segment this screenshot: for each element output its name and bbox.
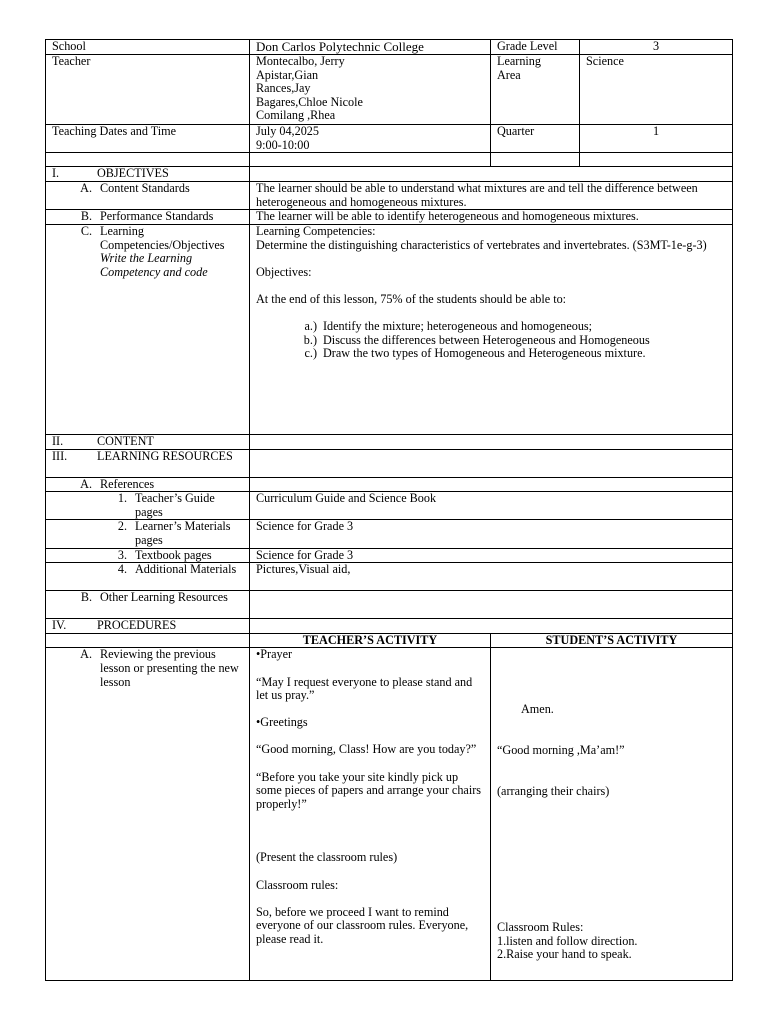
- list-item: b.) Discuss the differences between Heterogeneous and Homogeneous: [303, 332, 650, 347]
- procedures-row: [46, 619, 733, 634]
- list-item: c.) Draw the two types of Homogeneous and Heterogeneous mixture.: [304, 346, 646, 361]
- content-standards-label: A. Content Standards: [46, 182, 250, 210]
- step-a-label: A. Reviewing the previous lesson or presenting the new lesson: [46, 648, 250, 981]
- dates-row: [46, 125, 733, 153]
- performance-standards-row: [46, 210, 733, 225]
- competencies-row: [46, 224, 733, 434]
- arranging-chairs-text: (arranging their chairs): [497, 783, 610, 798]
- resources-heading: III. LEARNING RESOURCES: [46, 449, 250, 477]
- resource-label: Textbook pages: [135, 548, 212, 562]
- resource-row: 1. Teacher’s Guide pages Curriculum Guide and Science Book: [46, 492, 733, 520]
- teacher-names: Montecalbo, Jerry Apistar,Gian Rances,Jay Bagares,Chloe Nicole Comilang ,Rhea: [250, 55, 491, 125]
- school-label: School: [46, 40, 250, 55]
- prayer-text: •Prayer: [256, 647, 293, 662]
- teacher-label: Teacher: [46, 55, 250, 125]
- lesson-plan-table: [45, 39, 733, 981]
- prayer-request-text: “May I request everyone to please stand and let us pray.”: [256, 674, 473, 703]
- rule-2-text: 2.Raise your hand to speak.: [497, 947, 632, 962]
- grade-level-label: Grade Level: [491, 40, 580, 55]
- resource-row: 3. Textbook pages Science for Grade 3: [46, 548, 733, 563]
- student-activity-header: STUDENT’S ACTIVITY: [491, 633, 733, 648]
- rules-heading-text: Classroom rules:: [256, 877, 339, 892]
- teacher-row: [46, 55, 733, 125]
- teaching-dates-value: July 04,2025 9:00-10:00: [250, 125, 491, 153]
- resource-value: Curriculum Guide and Science Book: [250, 492, 733, 520]
- procedure-step-a-row: [46, 648, 733, 981]
- competencies-text: Determine the distinguishing characteristics of vertebrates and invertebrates. (S3MT-1e-g-3): [256, 237, 707, 252]
- student-rules-heading: Classroom Rules:: [497, 920, 584, 935]
- resource-value: Pictures,Visual aid,: [250, 563, 733, 591]
- content-row: [46, 434, 733, 449]
- present-rules-text: (Present the classroom rules): [256, 850, 398, 865]
- content-standards-value: The learner should be able to understand what mixtures are and tell the difference between heterogeneous and homogeneous mixtures.: [250, 182, 733, 210]
- rule-1-text: 1.listen and follow direction.: [497, 933, 638, 948]
- list-item: a.) Identify the mixture; heterogeneous and homogeneous;: [304, 319, 593, 334]
- competencies-value: [250, 224, 733, 434]
- resource-label: Teacher’s Guide pages: [135, 491, 215, 519]
- school-value: Don Carlos Polytechnic College: [250, 40, 491, 55]
- resource-value: Science for Grade 3: [250, 548, 733, 563]
- amen-text: Amen.: [521, 702, 554, 717]
- teacher-activity: [250, 648, 491, 981]
- arrange-chairs-text: “Before you take your site kindly pick up some pieces of papers and arrange your chairs properly!”: [256, 769, 482, 811]
- blank-row: [46, 153, 733, 167]
- greetings-text: •Greetings: [256, 715, 308, 730]
- objectives-row: [46, 167, 733, 182]
- student-activity: [491, 648, 733, 981]
- objectives-intro: At the end of this lesson, 75% of the students should be able to:: [256, 291, 567, 306]
- objectives-subheading: Objectives:: [256, 264, 312, 279]
- performance-standards-value: The learner will be able to identify heterogeneous and homogeneous mixtures.: [250, 210, 733, 225]
- quarter-value: 1: [580, 125, 733, 153]
- resource-row: 4. Additional Materials Pictures,Visual aid,: [46, 563, 733, 591]
- student-greeting-text: “Good morning ,Ma’am!”: [497, 742, 625, 757]
- other-resources-label: B. Other Learning Resources: [46, 591, 250, 619]
- school-row: [46, 40, 733, 55]
- learning-area-label: Learning Area: [491, 55, 580, 125]
- resource-label: Additional Materials: [135, 562, 237, 577]
- teacher-activity-header: TEACHER’S ACTIVITY: [250, 633, 491, 648]
- references-label: A. References: [46, 477, 250, 492]
- competencies-heading: Learning Competencies:: [256, 224, 376, 238]
- grade-level-value: 3: [580, 40, 733, 55]
- activity-header-row: [46, 633, 733, 648]
- learning-area-value: Science: [580, 55, 733, 125]
- resource-value: Science for Grade 3: [250, 520, 733, 548]
- objectives-list: [256, 320, 726, 361]
- resource-row: 2. Learner’s Materials pages Science for Grade 3: [46, 520, 733, 548]
- resource-label: Learner’s Materials pages: [135, 519, 231, 547]
- resources-row: [46, 449, 733, 477]
- remind-rules-text: So, before we proceed I want to remind everyone of our classroom rules. Everyone, please read it.: [256, 904, 469, 946]
- competencies-label: C. Learning Competencies/Objectives Write the Learning Competency and code: [46, 224, 250, 434]
- other-resources-row: [46, 591, 733, 619]
- procedures-heading: IV. PROCEDURES: [46, 619, 250, 634]
- teaching-dates-label: Teaching Dates and Time: [46, 125, 250, 153]
- objectives-heading: I. OBJECTIVES: [46, 167, 250, 182]
- content-standards-row: [46, 182, 733, 210]
- content-heading: II. CONTENT: [46, 434, 250, 449]
- teacher-greeting-text: “Good morning, Class! How are you today?”: [256, 742, 477, 757]
- references-row: [46, 477, 733, 492]
- quarter-label: Quarter: [491, 125, 580, 153]
- performance-standards-label: B. Performance Standards: [46, 210, 250, 225]
